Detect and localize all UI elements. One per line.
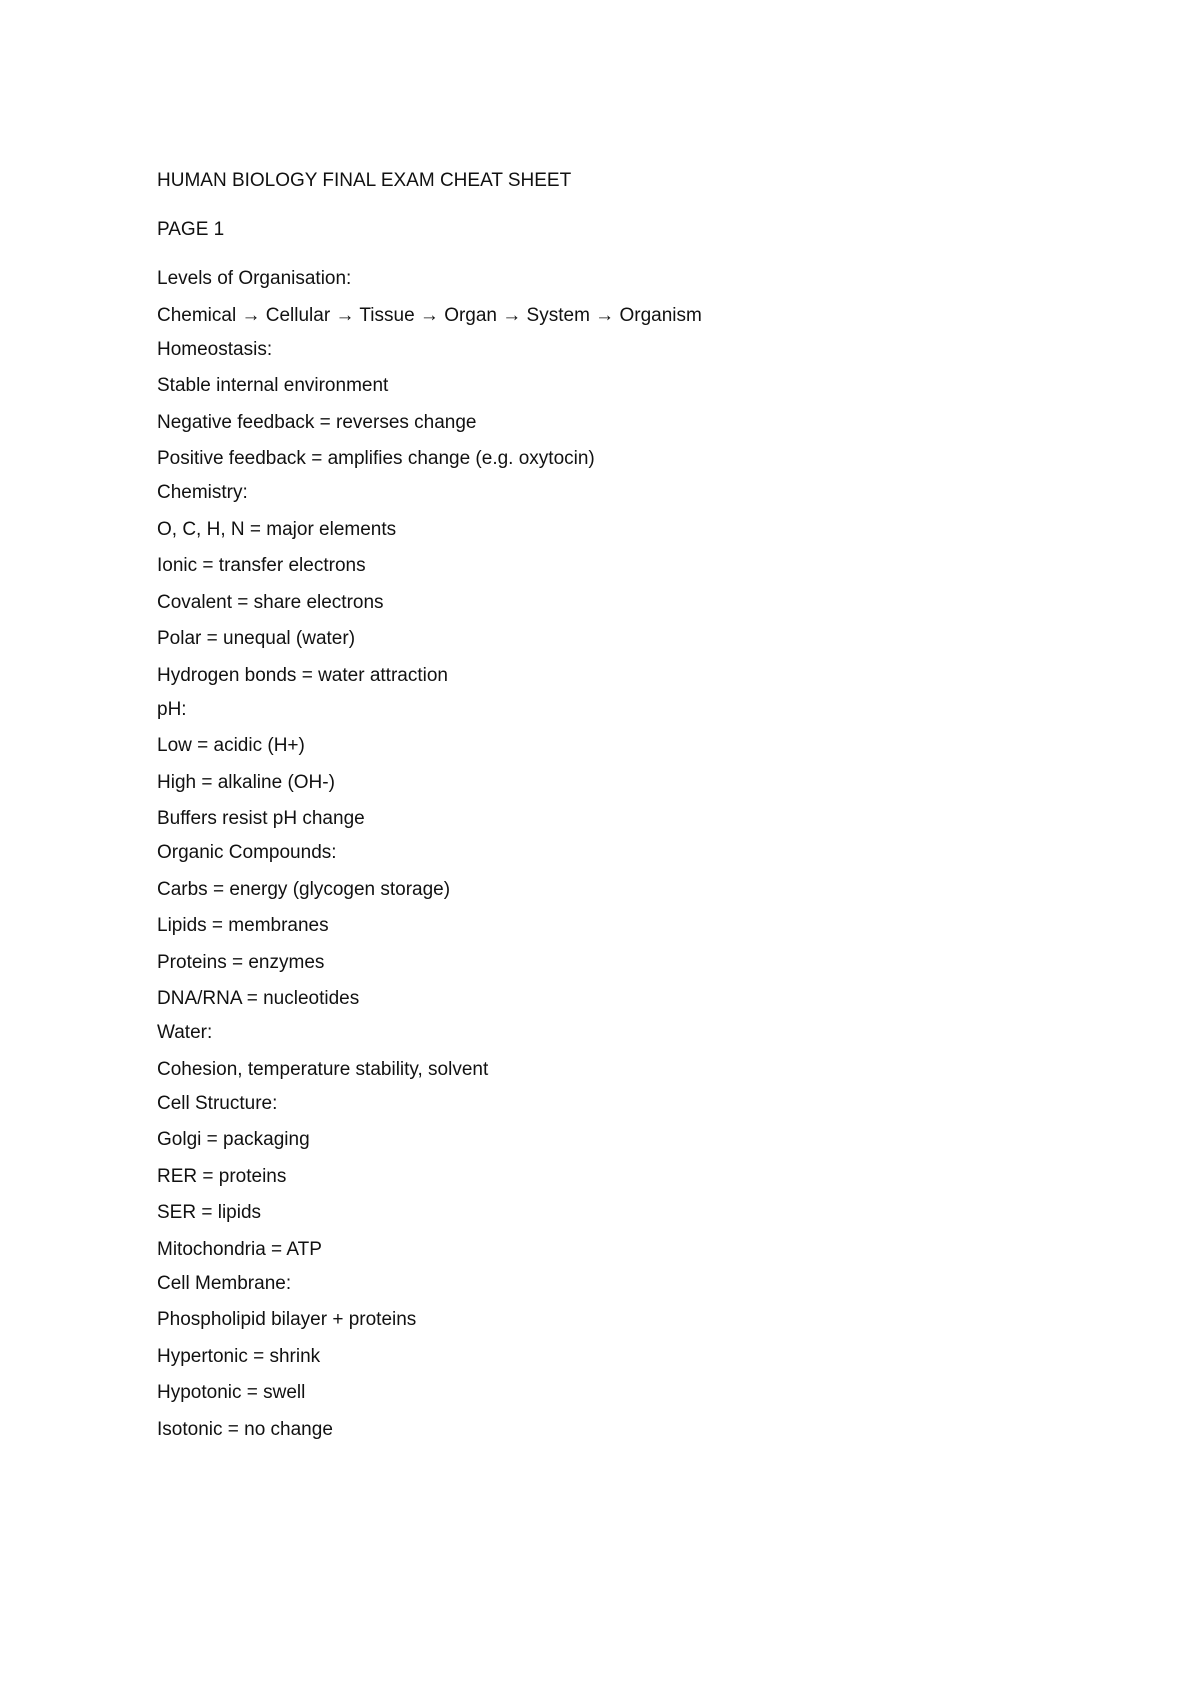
section-heading: Levels of Organisation: [157, 268, 352, 289]
section-line: Hypotonic = swell [157, 1382, 306, 1403]
section-line: DNA/RNA = nucleotides [157, 988, 360, 1009]
section-line: Positive feedback = amplifies change (e.g. oxytocin) [157, 448, 595, 469]
section-heading: Chemistry: [157, 482, 248, 503]
section-heading: Homeostasis: [157, 338, 273, 360]
section-chemistry [157, 482, 1117, 687]
section-line: Carbs = energy (glycogen storage) [157, 878, 451, 900]
section-line: Lipids = membranes [157, 915, 329, 936]
section-cell-membrane [157, 1273, 1117, 1441]
section-line: Chemical → Cellular → Tissue → Organ → System → Organism [157, 304, 702, 326]
section-organic-compounds [157, 842, 1117, 1010]
section-levels-of-organisation [157, 268, 1117, 327]
section-line: Cohesion, temperature stability, solvent [157, 1058, 489, 1080]
section-cell-structure [157, 1093, 1117, 1261]
section-line: Isotonic = no change [157, 1418, 333, 1440]
section-line: O, C, H, N = major elements [157, 518, 397, 540]
section-line: Buffers resist pH change [157, 808, 365, 829]
section-line: High = alkaline (OH-) [157, 771, 335, 793]
section-line: Hydrogen bonds = water attraction [157, 664, 448, 686]
page-label: PAGE 1 [157, 219, 225, 240]
document-page [157, 170, 1117, 1453]
section-line: Polar = unequal (water) [157, 628, 356, 649]
section-heading: Cell Membrane: [157, 1272, 292, 1294]
section-line: Golgi = packaging [157, 1129, 310, 1150]
section-heading: Organic Compounds: [157, 842, 337, 863]
section-line: Ionic = transfer electrons [157, 555, 366, 576]
section-heading: Water: [157, 1022, 213, 1043]
section-line: RER = proteins [157, 1165, 287, 1187]
section-homeostasis [157, 339, 1117, 471]
section-line: Stable internal environment [157, 375, 389, 396]
section-heading: Cell Structure: [157, 1092, 278, 1114]
section-line: Hypertonic = shrink [157, 1345, 321, 1367]
section-line: Negative feedback = reverses change [157, 411, 477, 433]
section-heading: pH: [157, 698, 187, 720]
section-line: Proteins = enzymes [157, 951, 325, 973]
section-line: Low = acidic (H+) [157, 735, 305, 756]
section-line: SER = lipids [157, 1202, 262, 1223]
section-line: Phospholipid bilayer + proteins [157, 1309, 417, 1330]
section-line: Covalent = share electrons [157, 591, 384, 613]
section-water [157, 1022, 1117, 1081]
section-line: Mitochondria = ATP [157, 1238, 322, 1260]
section-ph [157, 699, 1117, 831]
document-title: HUMAN BIOLOGY FINAL EXAM CHEAT SHEET [157, 170, 572, 191]
